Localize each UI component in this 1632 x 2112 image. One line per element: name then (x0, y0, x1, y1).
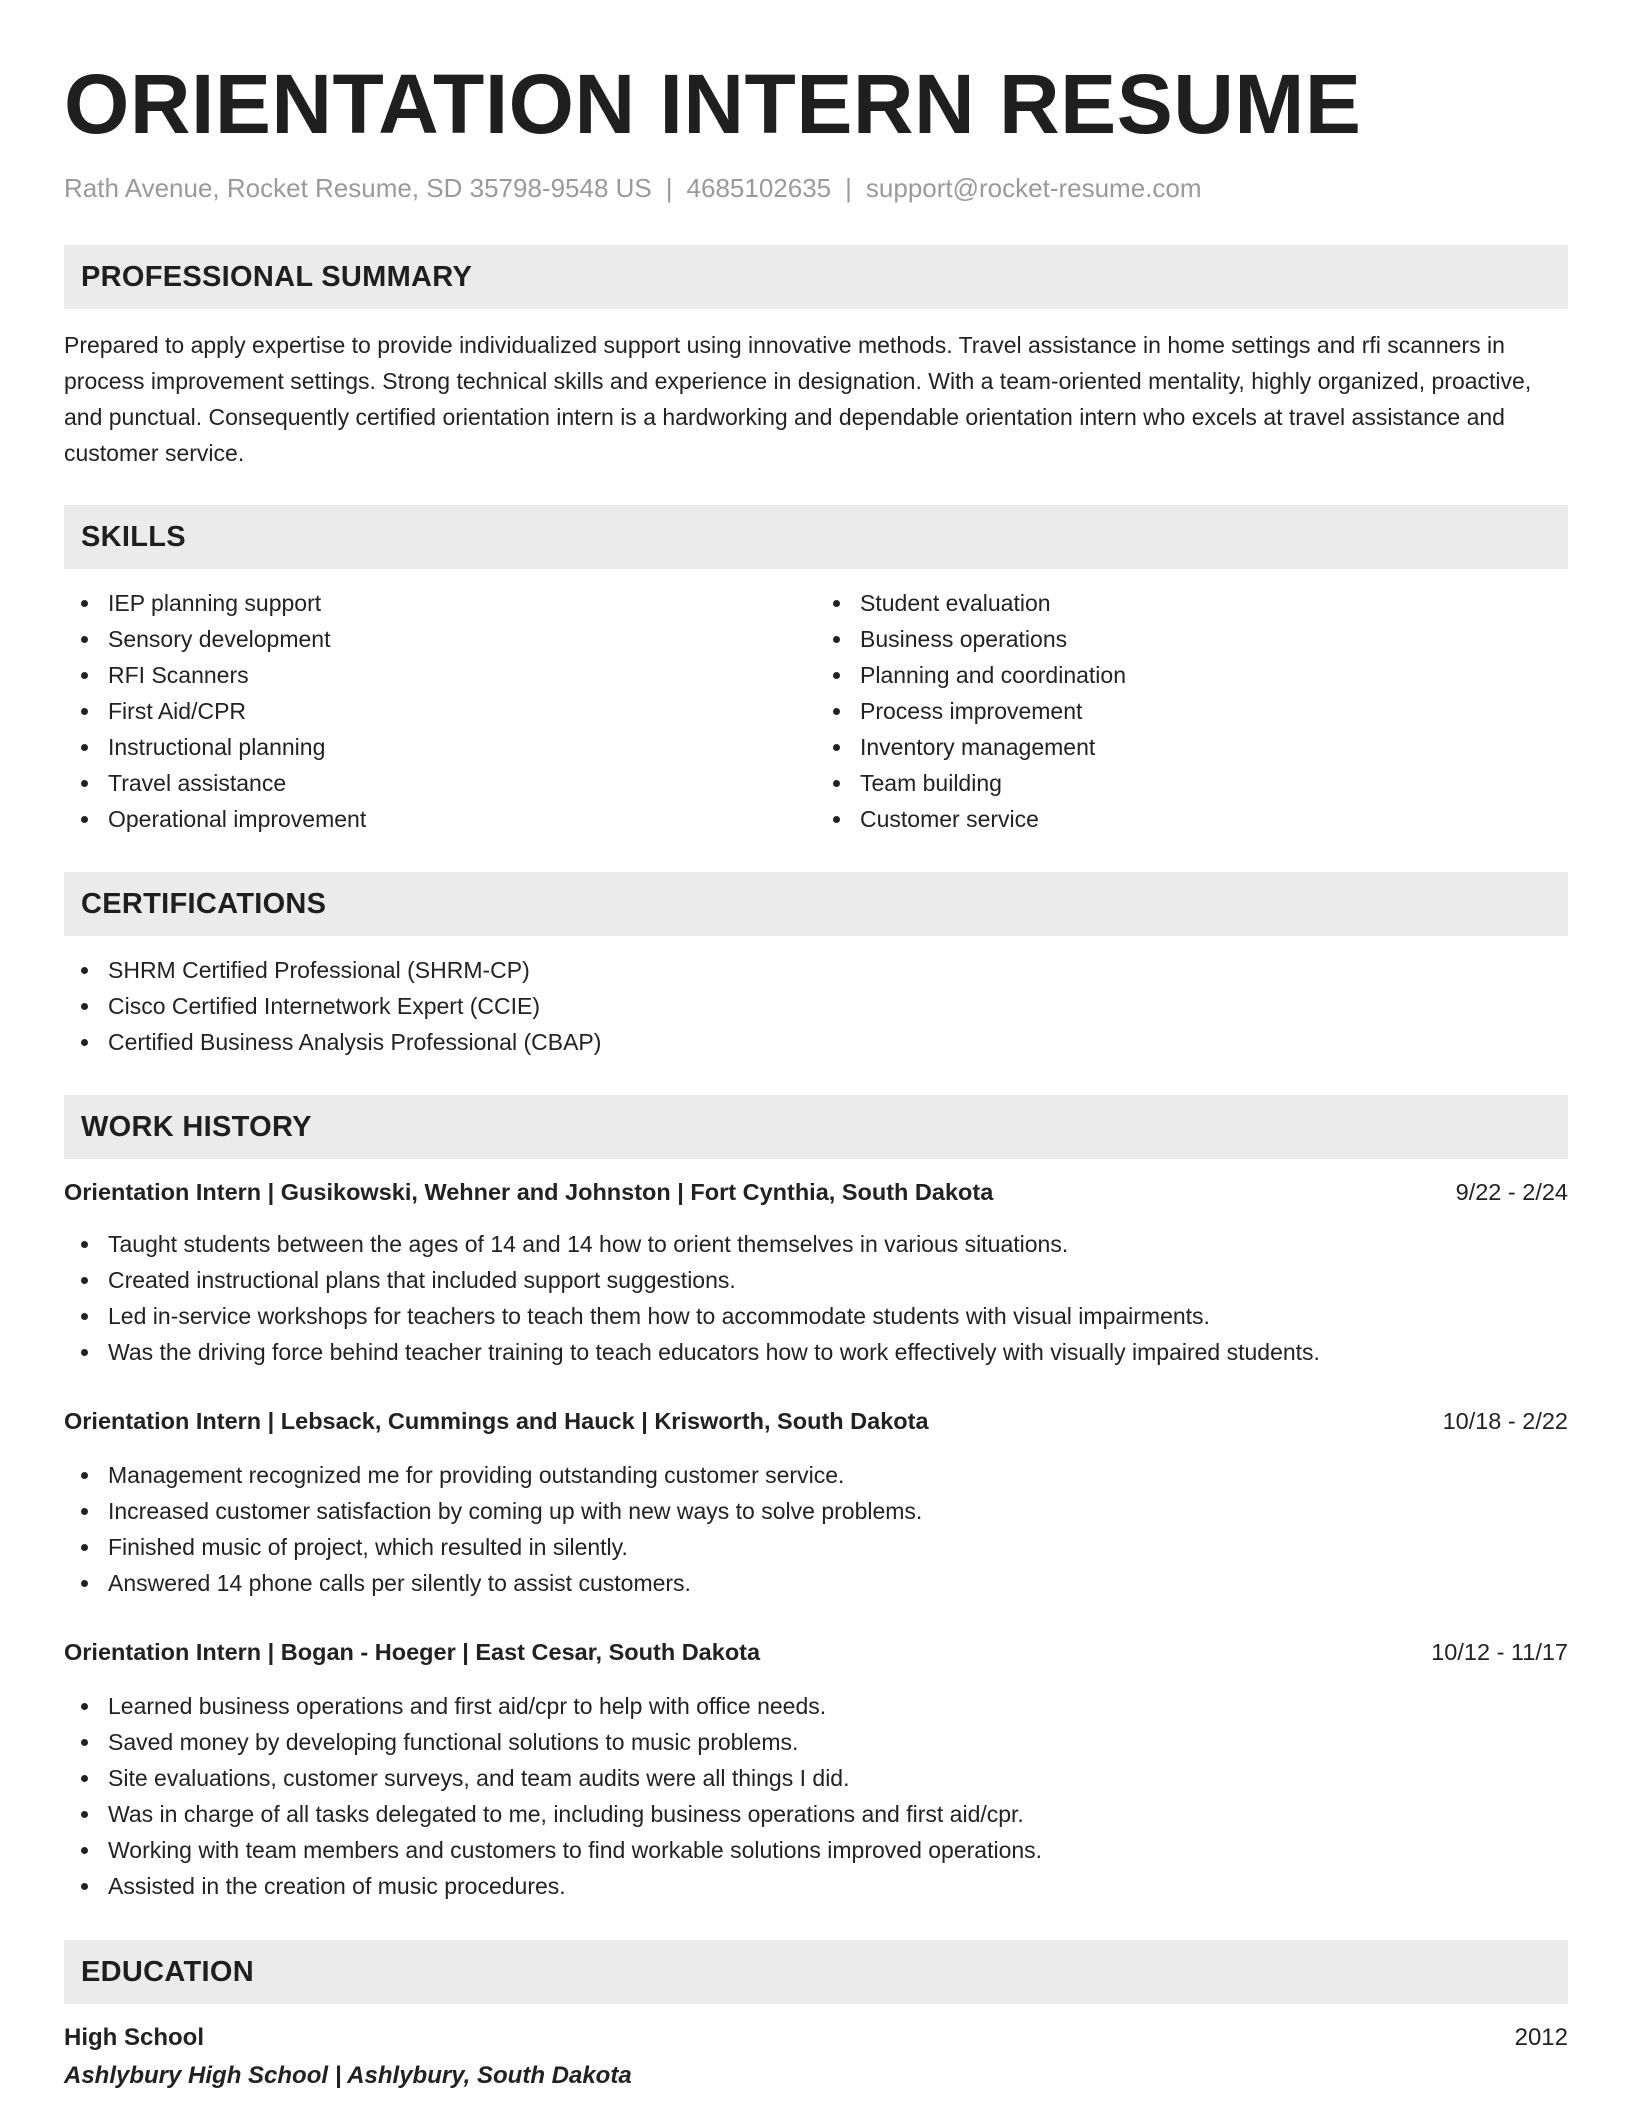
job-dates: 9/22 - 2/24 (1455, 1179, 1568, 1205)
job-bullet: Assisted in the creation of music procedures. (64, 1868, 1568, 1904)
job-entry (64, 1403, 1568, 1601)
certification-item: Cisco Certified Internetwork Expert (CCIE) (64, 988, 1568, 1024)
skill-item: Student evaluation (816, 585, 1568, 621)
skills-list-left (64, 585, 816, 837)
skills-grid (64, 585, 1568, 837)
job-title: Orientation Intern | Lebsack, Cummings and Hauck | Krisworth, South Dakota (64, 1408, 929, 1434)
job-bullet: Answered 14 phone calls per silently to assist customers. (64, 1565, 1568, 1601)
summary-text: Prepared to apply expertise to provide individualized support using innovative methods. Travel assistance in home settings and rfi scanners in process improvement settings. Strong technical skills and experience in designation. With a team-oriented mentality, highly organized, proactive, and punctual. Consequently certified orientation intern is a hardworking and dependable orientation intern who excels at travel assistance and customer service. (64, 332, 1532, 466)
education-school: Ashlybury High School | Ashlybury, South Dakota (64, 2062, 632, 2089)
skill-item: Business operations (816, 621, 1568, 657)
contact-line (64, 170, 1568, 206)
job-bullet: Management recognized me for providing outstanding customer service. (64, 1457, 1568, 1493)
skill-item: Instructional planning (64, 729, 816, 765)
education-entry (64, 2020, 1568, 2094)
section-heading-certifications: CERTIFICATIONS (64, 872, 1568, 936)
certification-item: SHRM Certified Professional (SHRM-CP) (64, 952, 1568, 988)
job-entry (64, 1174, 1568, 1370)
job-bullets (64, 1457, 1568, 1601)
contact-separator: | (845, 173, 852, 203)
job-bullet: Led in-service workshops for teachers to teach them how to accommodate students with visual impairments. (64, 1298, 1568, 1334)
certification-item: Certified Business Analysis Professional (CBAP) (64, 1024, 1568, 1060)
contact-email[interactable]: support@rocket-resume.com (865, 173, 1202, 203)
section-heading-education: EDUCATION (64, 1940, 1568, 2004)
job-header (64, 1634, 1568, 1670)
job-bullet: Was the driving force behind teacher training to teach educators how to work effectively with visually impaired students. (64, 1334, 1568, 1370)
job-bullet: Site evaluations, customer surveys, and team audits were all things I did. (64, 1760, 1568, 1796)
skill-item: IEP planning support (64, 585, 816, 621)
job-bullet: Taught students between the ages of 14 and 14 how to orient themselves in various situations. (64, 1226, 1568, 1262)
contact-phone: 4685102635 (686, 173, 832, 203)
job-bullet: Saved money by developing functional solutions to music problems. (64, 1724, 1568, 1760)
job-title: Orientation Intern | Gusikowski, Wehner and Johnston | Fort Cynthia, South Dakota (64, 1179, 994, 1205)
education-degree: High School (64, 2024, 204, 2051)
skill-item: RFI Scanners (64, 657, 816, 693)
section-heading-summary: PROFESSIONAL SUMMARY (64, 245, 1568, 309)
skill-item: Sensory development (64, 621, 816, 657)
job-bullet: Was in charge of all tasks delegated to me, including business operations and first aid/cpr. (64, 1796, 1568, 1832)
job-dates: 10/12 - 11/17 (1431, 1639, 1568, 1665)
skill-item: Customer service (816, 801, 1568, 837)
job-bullet: Finished music of project, which resulted in silently. (64, 1529, 1568, 1565)
certifications-list (64, 952, 1568, 1060)
section-heading-work-history: WORK HISTORY (64, 1095, 1568, 1159)
job-bullets (64, 1688, 1568, 1904)
contact-separator: | (665, 173, 673, 203)
skill-item: Team building (816, 765, 1568, 801)
skill-item: Operational improvement (64, 801, 816, 837)
job-bullets (64, 1226, 1568, 1370)
job-bullet: Created instructional plans that included support suggestions. (64, 1262, 1568, 1298)
job-title: Orientation Intern | Bogan - Hoeger | East Cesar, South Dakota (64, 1639, 761, 1665)
contact-address: Rath Avenue, Rocket Resume, SD 35798-9548 US (64, 173, 652, 203)
job-header (64, 1174, 1568, 1210)
resume-title: ORIENTATION INTERN RESUME (64, 57, 1362, 151)
skill-item: Inventory management (816, 729, 1568, 765)
skill-item: Planning and coordination (816, 657, 1568, 693)
education-year: 2012 (1514, 2024, 1568, 2051)
skill-item: Travel assistance (64, 765, 816, 801)
job-bullet: Increased customer satisfaction by coming up with new ways to solve problems. (64, 1493, 1568, 1529)
skill-item: First Aid/CPR (64, 693, 816, 729)
section-heading-skills: SKILLS (64, 505, 1568, 569)
job-entry (64, 1634, 1568, 1904)
skills-list-right (816, 585, 1568, 837)
job-bullet: Learned business operations and first aid/cpr to help with office needs. (64, 1688, 1568, 1724)
skill-item: Process improvement (816, 693, 1568, 729)
job-dates: 10/18 - 2/22 (1442, 1408, 1568, 1434)
job-bullet: Working with team members and customers to find workable solutions improved operations. (64, 1832, 1568, 1868)
education-header (64, 2020, 1568, 2056)
job-header (64, 1403, 1568, 1439)
